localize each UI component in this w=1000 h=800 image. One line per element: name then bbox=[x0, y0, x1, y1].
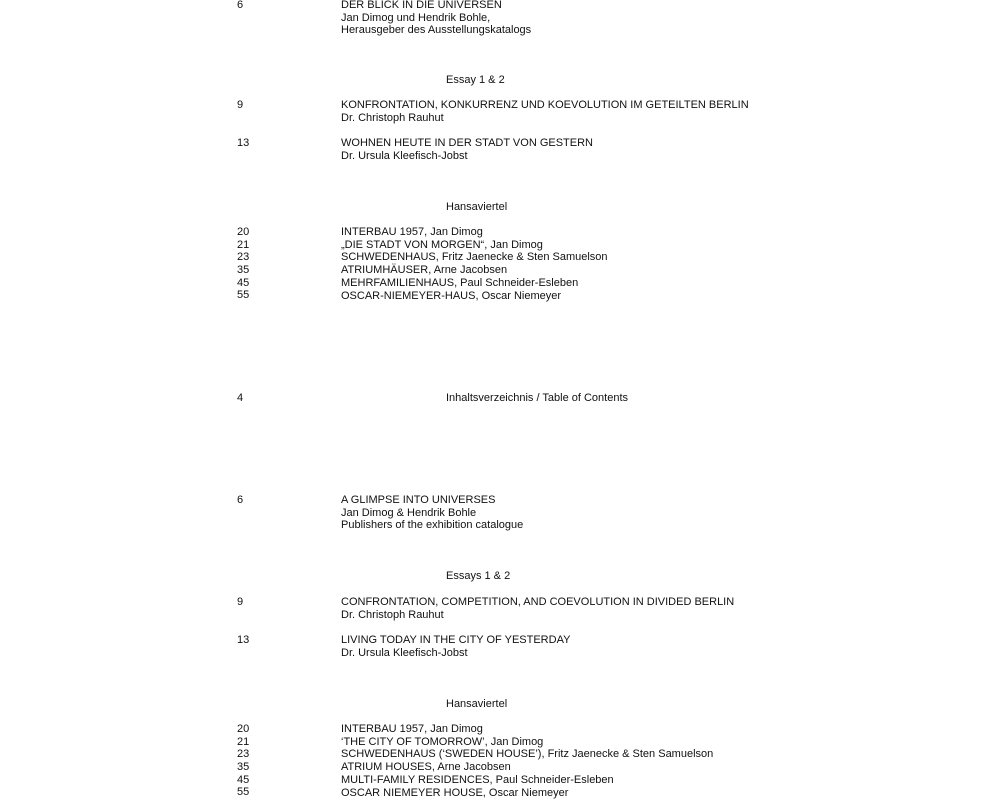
entry-author-role: Herausgeber des Ausstellungskatalogs bbox=[341, 24, 532, 37]
page-number: 23 bbox=[237, 251, 250, 264]
page-number: 9 bbox=[237, 596, 244, 608]
entry-title: CONFRONTATION, COMPETITION, AND COEVOLUTION IN DIVIDED BERLIN bbox=[341, 596, 735, 608]
list-item: ATRIUM HOUSES, Arne Jacobsen bbox=[341, 761, 511, 774]
list-item: OSCAR NIEMEYER HOUSE, Oscar Niemeyer bbox=[341, 786, 569, 799]
page-number: 55 bbox=[237, 289, 250, 302]
list-item: „DIE STADT VON MORGEN“, Jan Dimog bbox=[341, 238, 543, 251]
entry-title: DER BLICK IN DIE UNIVERSEN bbox=[341, 0, 502, 11]
page-number: 13 bbox=[237, 137, 250, 149]
list-item: ATRIUMHÄUSER, Arne Jacobsen bbox=[341, 264, 508, 277]
page-number: 55 bbox=[237, 786, 250, 799]
list-item: OSCAR-NIEMEYER-HAUS, Oscar Niemeyer bbox=[341, 289, 562, 302]
entry-author: Dr. Ursula Kleefisch-Jobst bbox=[341, 646, 468, 659]
page-number: 23 bbox=[237, 748, 250, 761]
entry-title: LIVING TODAY IN THE CITY OF YESTERDAY bbox=[341, 634, 571, 646]
page-number: 6 bbox=[237, 494, 244, 506]
page-number: 20 bbox=[237, 723, 250, 735]
list-item: SCHWEDENHAUS, Fritz Jaenecke & Sten Samuelson bbox=[341, 251, 608, 264]
entry-title: KONFRONTATION, KONKURRENZ UND KOEVOLUTION IM GETEILTEN BERLIN bbox=[341, 99, 749, 111]
list-item: MULTI-FAMILY RESIDENCES, Paul Schneider-Esleben bbox=[341, 773, 614, 786]
entry-title: A GLIMPSE INTO UNIVERSES bbox=[341, 494, 496, 506]
entry-author: Jan Dimog & Hendrik Bohle bbox=[341, 506, 477, 519]
entry-author-role: Publishers of the exhibition catalogue bbox=[341, 519, 524, 532]
page-number: 13 bbox=[237, 634, 250, 646]
page-number: 35 bbox=[237, 264, 250, 277]
entry-author: Dr. Christoph Rauhut bbox=[341, 608, 444, 621]
section-heading: Hansaviertel bbox=[446, 201, 508, 213]
page-number: 21 bbox=[237, 238, 250, 251]
page-number: 45 bbox=[237, 276, 250, 289]
entry-author: Jan Dimog und Hendrik Bohle, bbox=[341, 11, 491, 24]
section-heading: Hansaviertel bbox=[446, 698, 508, 710]
section-heading: Essay 1 & 2 bbox=[446, 74, 505, 86]
list-item: MEHRFAMILIENHAUS, Paul Schneider-Esleben bbox=[341, 276, 579, 289]
list-item: INTERBAU 1957, Jan Dimog bbox=[341, 723, 483, 735]
page-number: 21 bbox=[237, 735, 250, 748]
page-title: Inhaltsverzeichnis / Table of Contents bbox=[446, 392, 629, 404]
entry-author: Dr. Ursula Kleefisch-Jobst bbox=[341, 149, 468, 162]
page-number: 4 bbox=[237, 392, 244, 404]
list-item: SCHWEDENHAUS (‘SWEDEN HOUSE’), Fritz Jaenecke & Sten Samuelson bbox=[341, 748, 714, 761]
list-item: INTERBAU 1957, Jan Dimog bbox=[341, 226, 483, 238]
page-number: 9 bbox=[237, 99, 244, 111]
list-item: ‘THE CITY OF TOMORROW’, Jan Dimog bbox=[341, 735, 544, 748]
page-number: 45 bbox=[237, 773, 250, 786]
entry-title: WOHNEN HEUTE IN DER STADT VON GESTERN bbox=[341, 137, 594, 149]
entry-author: Dr. Christoph Rauhut bbox=[341, 111, 444, 124]
section-heading: Essays 1 & 2 bbox=[446, 570, 511, 582]
page-number: 20 bbox=[237, 226, 250, 238]
page-number: 6 bbox=[237, 0, 244, 11]
page-number: 35 bbox=[237, 761, 250, 774]
